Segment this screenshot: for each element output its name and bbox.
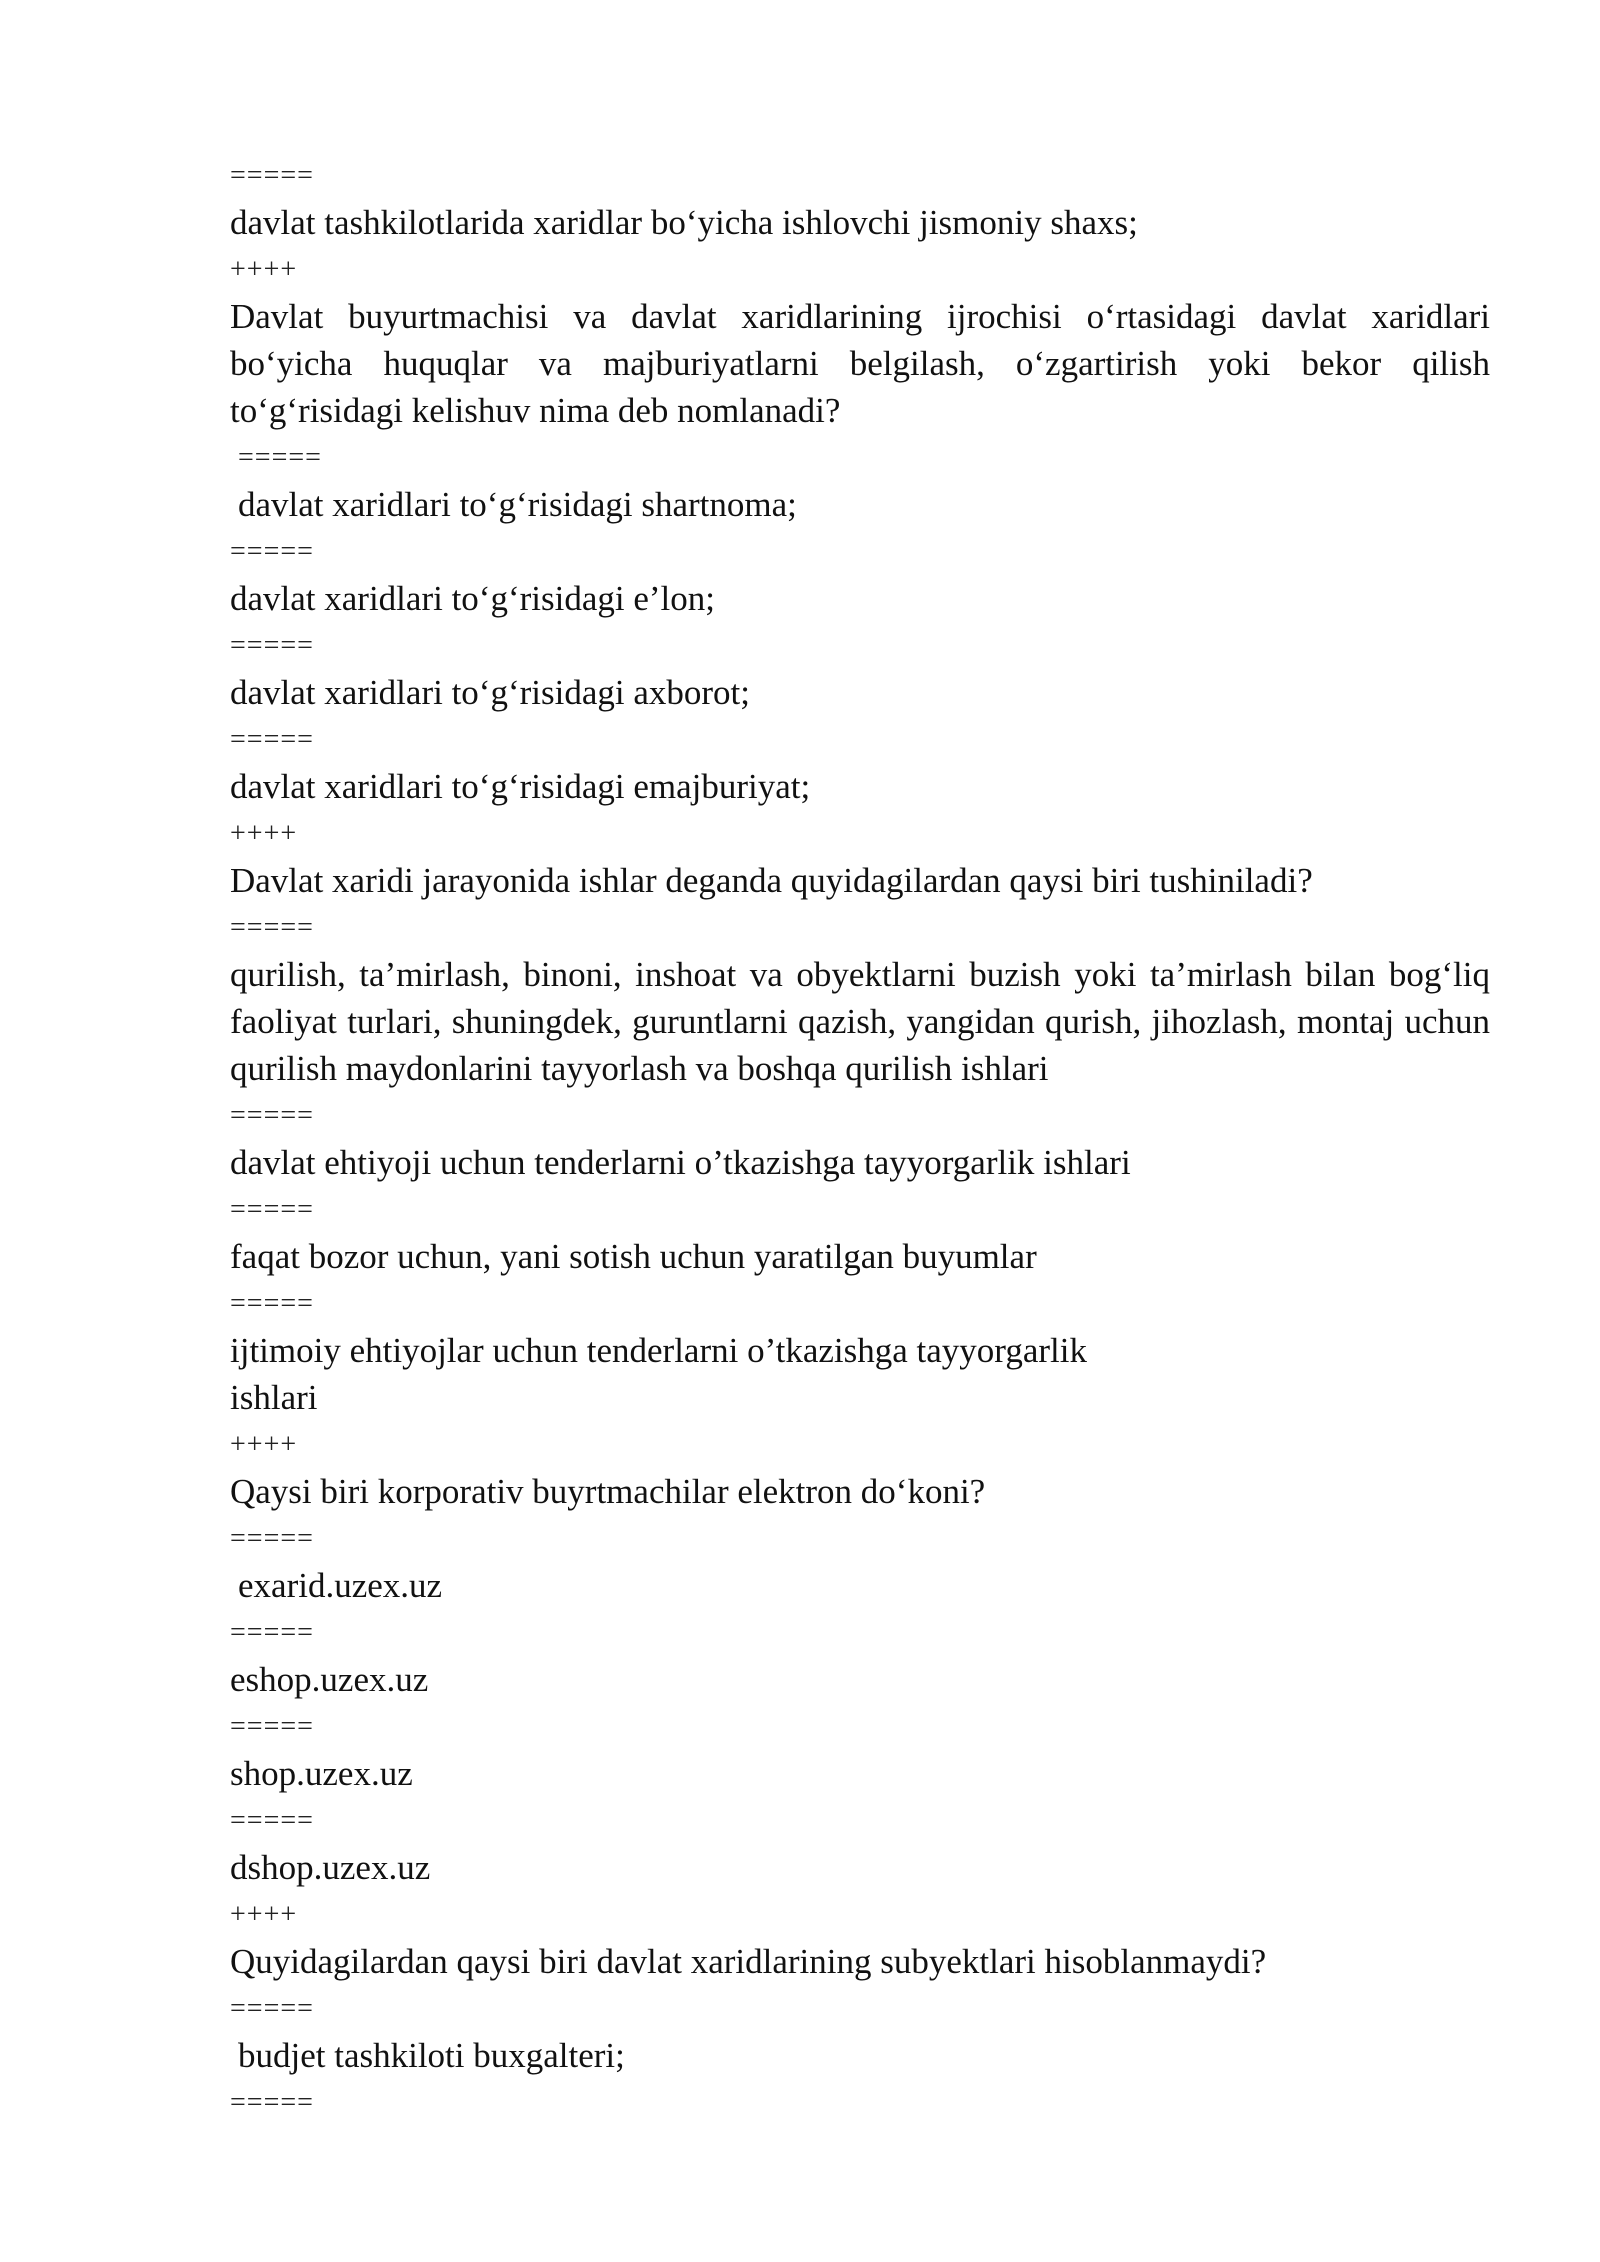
text-line: Qaysi biri korporativ buyrtmachilar elektron do‘koni?: [230, 1472, 986, 1511]
text-line: eshop.uzex.uz: [230, 1660, 429, 1699]
text-line: exarid.uzex.uz: [238, 1566, 443, 1605]
text-line: budjet tashkiloti buxgalteri;: [238, 2036, 625, 2075]
answer-separator: =====: [230, 2087, 314, 2118]
text-line: davlat xaridlari to‘g‘risidagi shartnoma;: [238, 485, 797, 524]
text-line: davlat ehtiyoji uchun tenderlarni o’tkazishga tayyorgarlik ishlari: [230, 1143, 1131, 1182]
text-line: ijtimoiy ehtiyojlar uchun tenderlarni o’tkazishga tayyorgarlik ishlari: [230, 1331, 1087, 1417]
answer-separator: =====: [230, 1523, 314, 1554]
text-line: davlat xaridlari to‘g‘risidagi e’lon;: [230, 579, 715, 618]
answer-separator: =====: [230, 1993, 314, 2024]
answer-separator: =====: [230, 1617, 314, 1648]
text-line: davlat xaridlari to‘g‘risidagi emajburiyat;: [230, 767, 811, 806]
answer-separator: =====: [230, 160, 314, 191]
answer-separator: =====: [230, 630, 314, 661]
text-line: davlat xaridlari to‘g‘risidagi axborot;: [230, 673, 750, 712]
text-line: dshop.uzex.uz: [230, 1848, 431, 1887]
question-separator: ++++: [230, 1899, 298, 1930]
answer-separator: =====: [230, 1711, 314, 1742]
text-line: shop.uzex.uz: [230, 1754, 413, 1793]
text-line: Davlat xaridi jarayonida ishlar deganda quyidagilardan qaysi biri tushiniladi?: [230, 861, 1313, 900]
answer-separator: =====: [230, 1288, 314, 1319]
answer-separator: =====: [230, 1100, 314, 1131]
answer-separator: =====: [230, 536, 314, 567]
question-separator: ++++: [230, 818, 298, 849]
answer-separator: =====: [230, 724, 314, 755]
answer-separator: =====: [230, 912, 314, 943]
document-page: [230, 152, 1490, 2126]
answer-separator: =====: [230, 1805, 314, 1836]
text-line: faqat bozor uchun, yani sotish uchun yaratilgan buyumlar: [230, 1237, 1037, 1276]
answer-separator: =====: [238, 442, 322, 473]
answer-separator: =====: [230, 1194, 314, 1225]
question-separator: ++++: [230, 254, 298, 285]
text-line: davlat tashkilotlarida xaridlar bo‘yicha ishlovchi jismoniy shaxs;: [230, 203, 1138, 242]
text-line: Quyidagilardan qaysi biri davlat xaridlarining subyektlari hisoblanmaydi?: [230, 1942, 1267, 1981]
text-paragraph: Davlat buyurtmachisi va davlat xaridlarining ijrochisi o‘rtasidagi davlat xaridlari bo‘yicha huquqlar va majburiyatlarni belgilash, o‘zgartirish yoki bekor qilish to‘g‘risidagi kelishuv nima deb nomlanadi?: [230, 297, 1490, 430]
question-separator: ++++: [230, 1429, 298, 1460]
text-paragraph: qurilish, ta’mirlash, binoni, inshoat va obyektlarni buzish yoki ta’mirlash bilan bog‘liq faoliyat turlari, shuningdek, guruntlarni qazish, yangidan qurish, jihozlash, montaj uchun qurilish maydonlarini tayyorlash va boshqa qurilish ishlari: [230, 955, 1490, 1088]
